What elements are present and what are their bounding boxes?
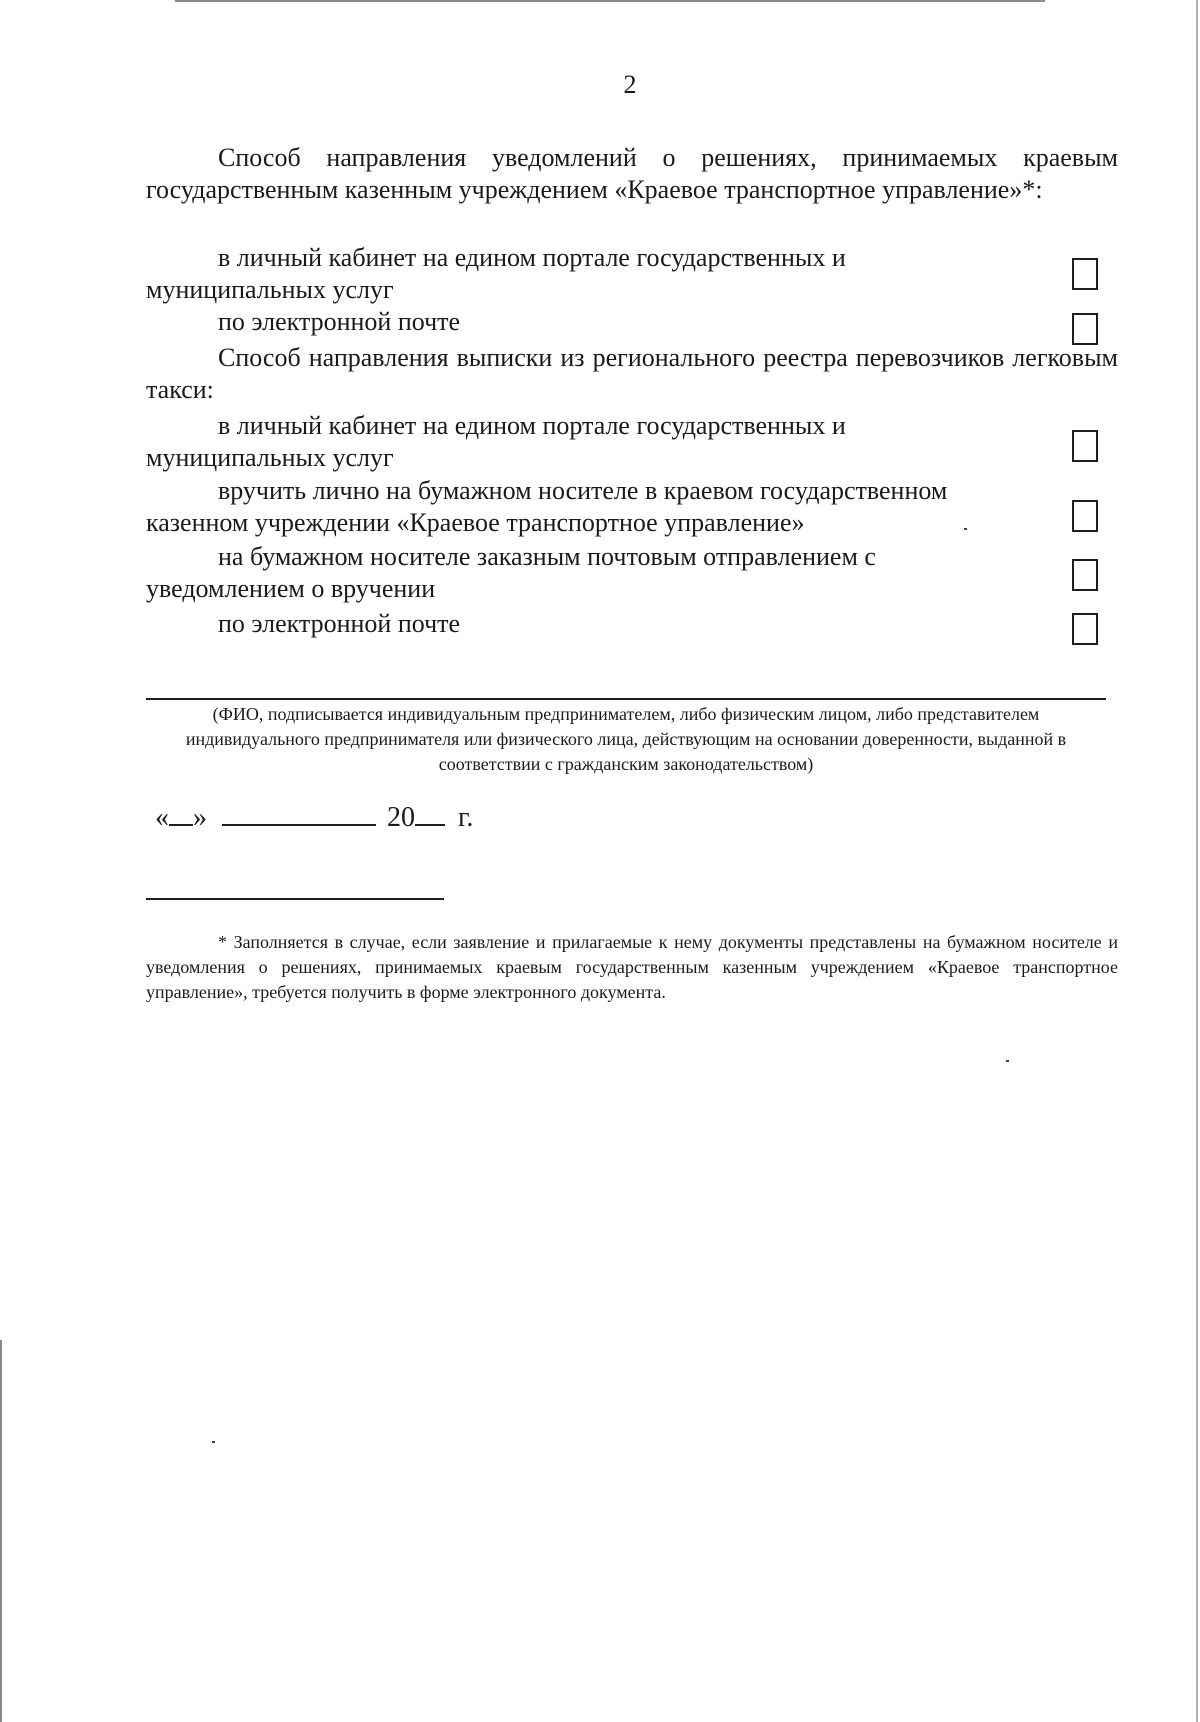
section1-option-email: по электронной почте bbox=[218, 307, 461, 336]
day-blank[interactable] bbox=[169, 800, 193, 826]
year-blank[interactable] bbox=[415, 800, 445, 826]
date-row bbox=[155, 800, 473, 835]
page-number: 2 bbox=[623, 70, 637, 99]
section2-option-email: по электронной почте bbox=[218, 609, 461, 638]
scan-edge-left bbox=[0, 1340, 2, 1722]
section1-heading: Способ направления уведомлений о решениях, принимаемых краевым государственным казенным учреждением «Краевое транспортное управление»*: bbox=[146, 143, 1118, 204]
section2-checkbox-portal[interactable] bbox=[1072, 430, 1098, 462]
date-open-quote: « bbox=[155, 802, 169, 833]
signature-caption: (ФИО, подписывается индивидуальным предпринимателем, либо физическим лицом, либо представителем индивидуального предпринимателя или физического лица, действующим на основании доверенности, выданной в соответствии с гражданским законодательством) bbox=[185, 704, 1067, 774]
section2-option-portal: в личный кабинет на едином портале государственных и муниципальных услуг bbox=[146, 411, 846, 472]
section2-heading: Способ направления выписки из регионального реестра перевозчиков легковым такси: bbox=[146, 343, 1118, 404]
signature-line bbox=[146, 698, 1106, 700]
section1-checkbox-portal[interactable] bbox=[1072, 258, 1098, 290]
section1-option-portal: в личный кабинет на едином портале государственных и муниципальных услуг bbox=[146, 243, 846, 304]
scan-edge-top bbox=[175, 0, 1045, 2]
scan-edge-right bbox=[1196, 0, 1198, 1722]
section1-checkbox-email[interactable] bbox=[1072, 313, 1098, 345]
section2-checkbox-email[interactable] bbox=[1072, 613, 1098, 645]
footnote: * Заполняется в случае, если заявление и прилагаемые к нему документы представлены на бумажном носителе и уведомления о решениях, принимаемых краевым государственным казенным учреждением «Краевое транспортное управление», требуется получить в форме электронного документа. bbox=[146, 932, 1118, 1002]
section2-option-registered-mail: на бумажном носителе заказным почтовым отправлением с уведомлением о вручении bbox=[146, 542, 876, 603]
scan-speck bbox=[964, 528, 967, 530]
year-prefix: 20 bbox=[387, 802, 415, 833]
date-close-quote: » bbox=[193, 802, 207, 833]
footnote-rule bbox=[146, 898, 444, 900]
section2-checkbox-registered-mail[interactable] bbox=[1072, 559, 1098, 591]
section2-option-in-person: вручить лично на бумажном носителе в краевом государственном казенном учреждении «Краевое транспортное управление» bbox=[146, 476, 948, 537]
scan-speck bbox=[1006, 1060, 1009, 1062]
scan-speck bbox=[212, 1441, 215, 1443]
year-suffix: г. bbox=[458, 802, 474, 833]
month-blank[interactable] bbox=[222, 800, 376, 826]
section2-checkbox-in-person[interactable] bbox=[1072, 500, 1098, 532]
